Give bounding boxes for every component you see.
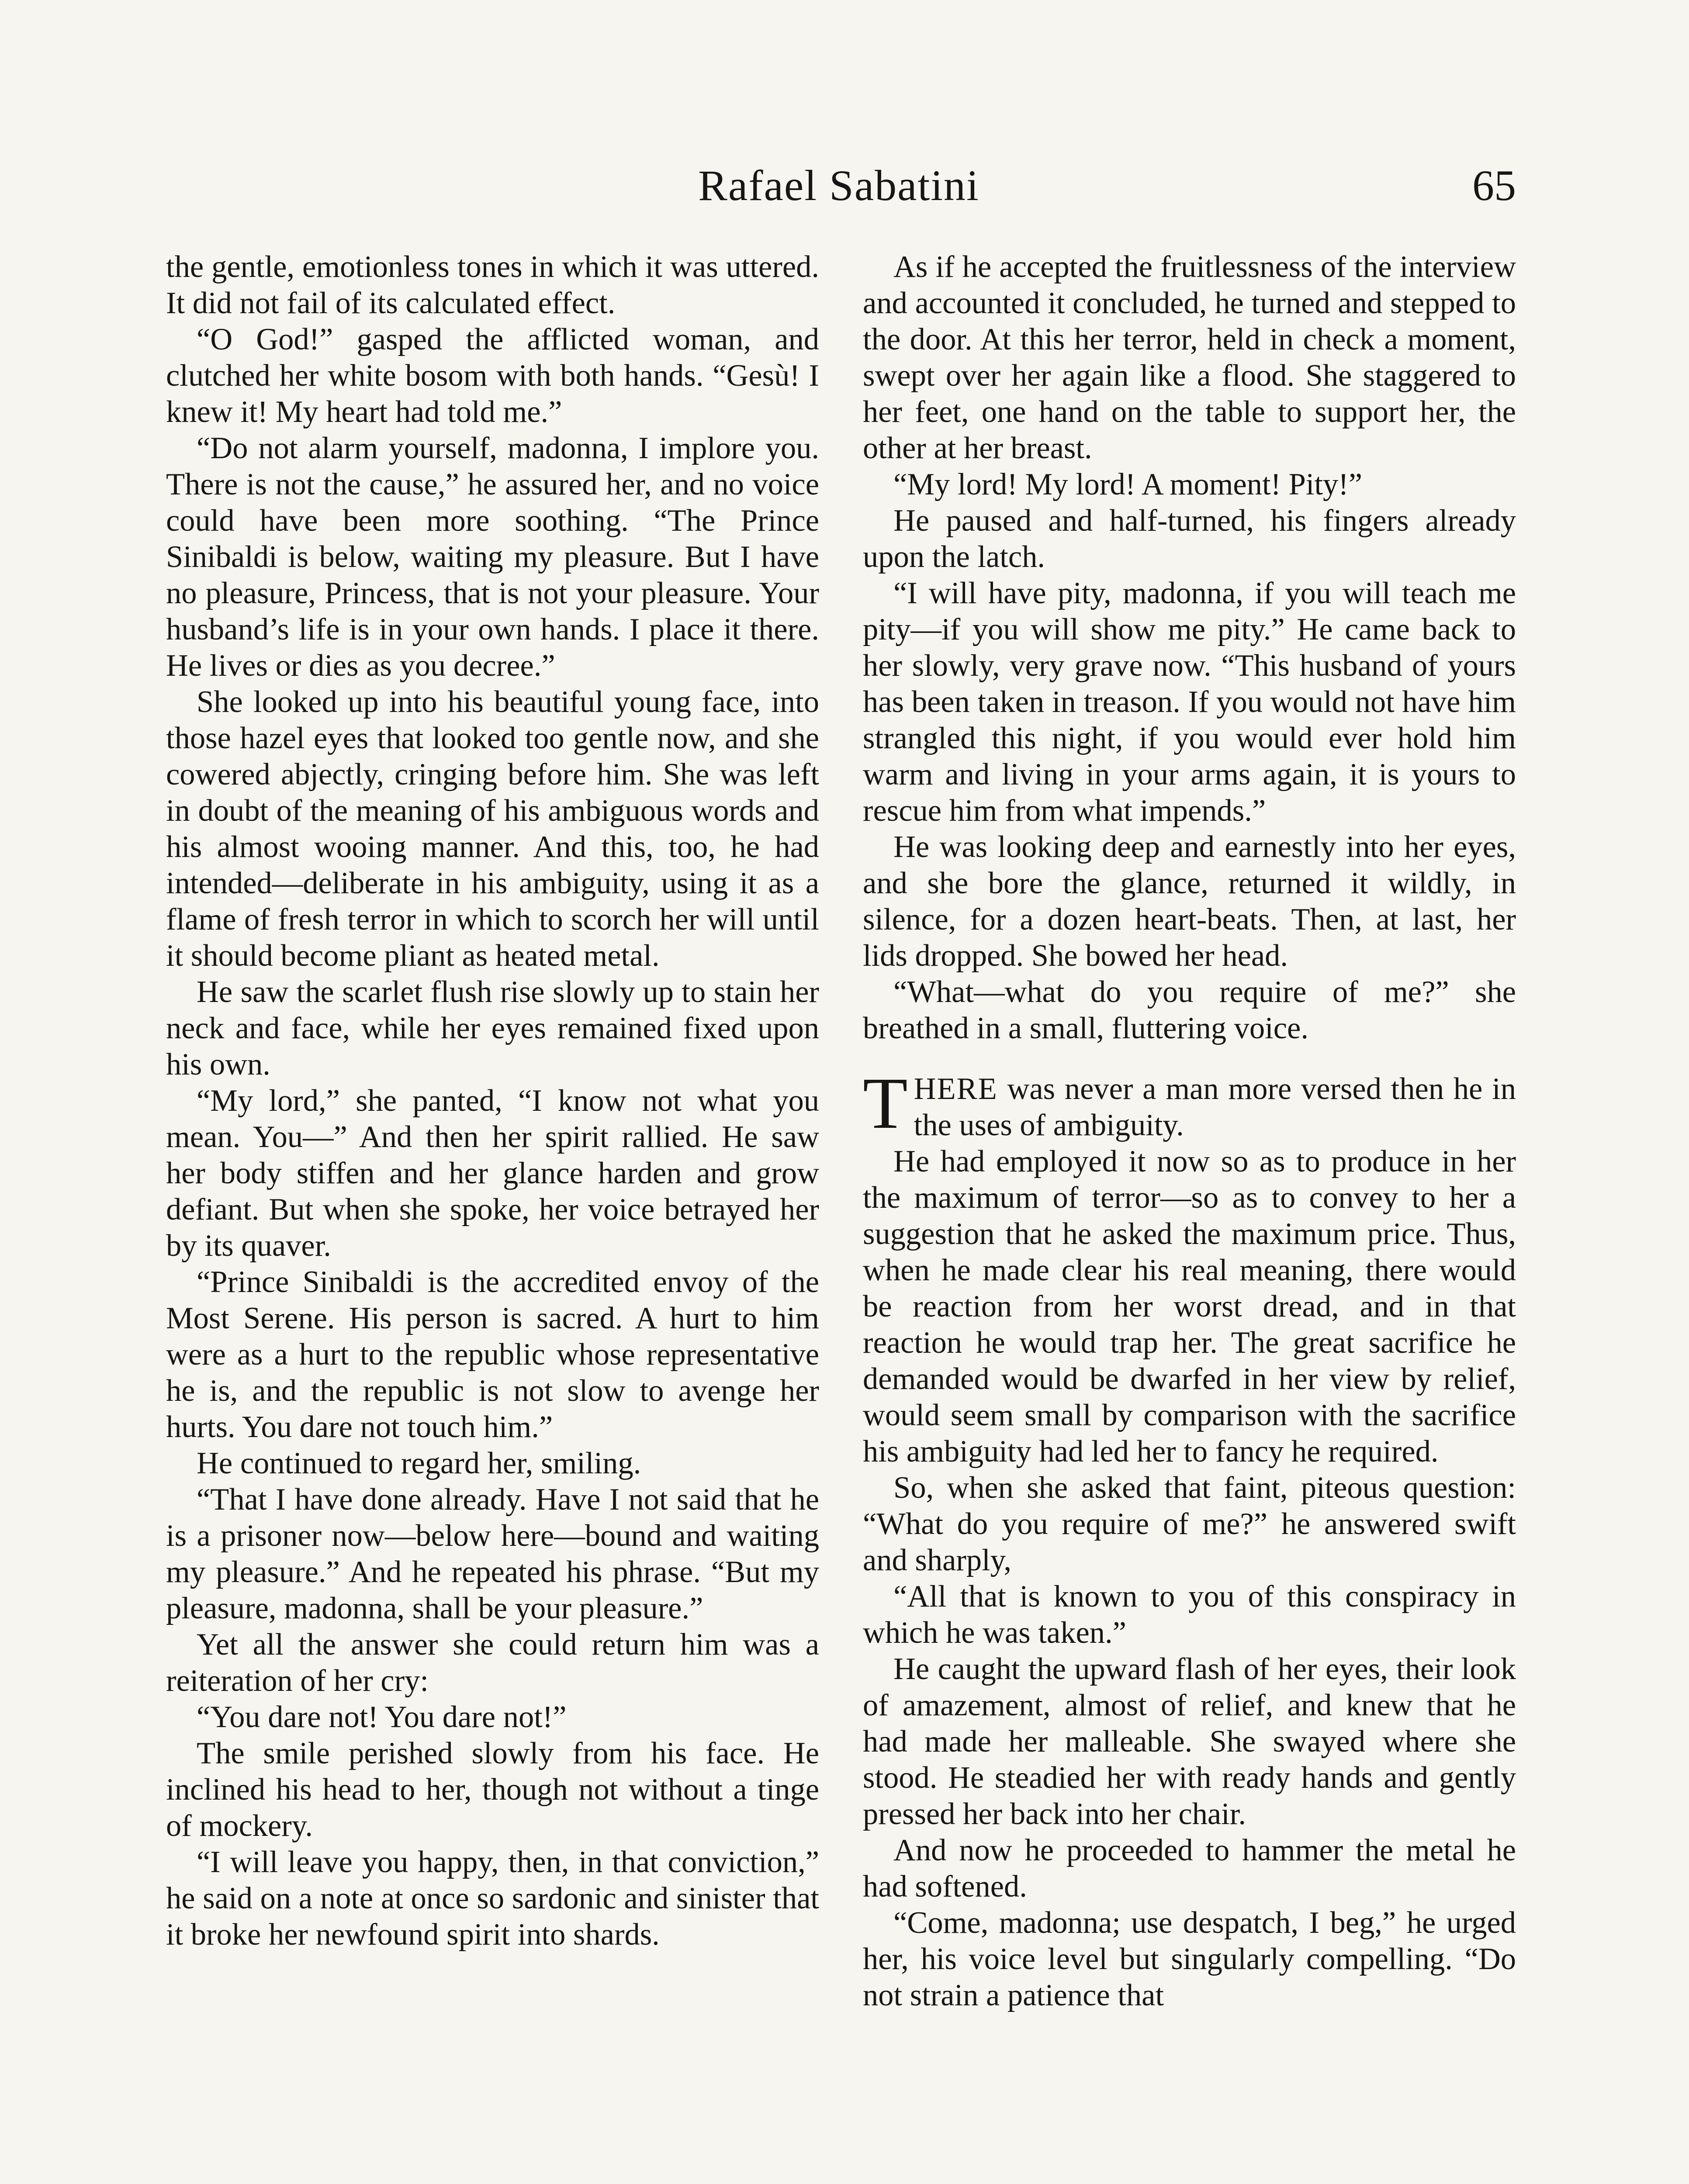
paragraph: “I will leave you happy, then, in that conviction,” he said on a note at once so sardonic and sinister that it broke her newfound spirit into shards. — [166, 1845, 819, 1952]
paragraph: He continued to regard her, smiling. — [197, 1446, 641, 1480]
paragraph: “Prince Sinibaldi is the accredited envoy of the Most Serene. His person is sacred. A hurt to him were as a hurt to the republic whose representative he is, and the republic is not slow to avenge her hurts. You dare not touch him.” — [166, 1265, 819, 1444]
paragraph: And now he proceeded to hammer the metal he had softened. — [863, 1833, 1516, 1904]
paragraph: the gentle, emotionless tones in which it was uttered. It did not fail of its calculated effect. — [166, 250, 819, 320]
paragraph: “I will have pity, madonna, if you will teach me pity—if you will show me pity.” He came back to her slowly, very grave now. “This husband of yours has been taken in treason. If you would not have him strangled this night, if you would ever hold him warm and living in your arms again, it is yours to rescue him from what impends.” — [863, 576, 1516, 828]
paragraph: As if he accepted the fruitlessness of the interview and accounted it concluded, he turned and stepped to the door. At this her terror, held in check a moment, swept over her again like a flood. She staggered to her feet, one hand on the table to support her, the other at her breast. — [863, 250, 1516, 465]
left-column — [166, 249, 819, 1953]
paragraph: So, when she asked that faint, piteous question: “What do you require of me?” he answered swift and sharply, — [863, 1471, 1516, 1577]
page-number: 65 — [1472, 161, 1516, 210]
running-title: Rafael Sabatini — [698, 161, 979, 210]
section-small-caps: HERE — [914, 1072, 998, 1106]
right-column — [863, 249, 1516, 2014]
paragraph: He was looking deep and earnestly into her eyes, and she bore the glance, returned it wildly, in silence, for a dozen heart-beats. Then, at last, her lids dropped. She bowed her head. — [863, 830, 1516, 973]
paragraph: “All that is known to you of this conspiracy in which he was taken.” — [863, 1579, 1516, 1650]
paragraph: He caught the upward flash of her eyes, their look of amazement, almost of relief, and knew that he had made her malleable. She swayed where she stood. He steadied her with ready hands and gently pressed her back into her chair. — [863, 1652, 1516, 1831]
paragraph: He had employed it now so as to produce in her the maximum of terror—so as to convey to her a suggestion that he asked the maximum price. Thus, when he made clear his real meaning, there would be reaction from her worst dread, and in that reaction he would trap her. The great sacrifice he demanded would be dwarfed in her view by relief, would seem small by comparison with the sacrifice his ambiguity had led her to fancy he required. — [863, 1144, 1516, 1469]
paragraph: “You dare not! You dare not!” — [197, 1700, 567, 1734]
paragraph: Yet all the answer she could return him was a reiteration of her cry: — [166, 1628, 819, 1698]
paragraph: She looked up into his beautiful young face, into those hazel eyes that looked too gentle now, and she cowered abjectly, cringing before him. She was left in doubt of the meaning of his ambiguous words and his almost wooing manner. And this, too, he had intended—deliberate in his ambiguity, using it as a flame of fresh terror in which to scorch her will until it should become pliant as heated metal. — [166, 685, 819, 973]
section-opening-text: was never a man more versed then he in the uses of ambiguity. — [914, 1072, 1516, 1142]
paragraph: “What—what do you require of me?” she breathed in a small, fluttering voice. — [863, 975, 1516, 1045]
paragraph: “Do not alarm yourself, madonna, I implore you. There is not the cause,” he assured her, and no voice could have been more soothing. “The Prince Sinibaldi is below, waiting my pleasure. But I have no pleasure, Princess, that is not your pleasure. Your husband’s life is in your own hands. I place it there. He lives or dies as you decree.” — [166, 431, 819, 683]
paragraph: The smile perished slowly from his face. He inclined his head to her, though not without a tinge of mockery. — [166, 1736, 819, 1843]
paragraph: He saw the scarlet flush rise slowly up to stain her neck and face, while her eyes remained fixed upon his own. — [166, 975, 819, 1082]
drop-cap: T — [863, 1063, 908, 1144]
paragraph: “O God!” gasped the afflicted woman, and clutched her white bosom with both hands. “Gesù! I knew it! My heart had told me.” — [166, 322, 819, 429]
paragraph: He paused and half-turned, his fingers already upon the latch. — [863, 504, 1516, 574]
paragraph: “My lord! My lord! A moment! Pity!” — [893, 467, 1363, 501]
paragraph: “My lord,” she panted, “I know not what you mean. You—” And then her spirit rallied. He saw her body stiffen and her glance harden and grow defiant. But when she spoke, her voice betrayed her by its quaver. — [166, 1084, 819, 1263]
paragraph: “Come, madonna; use despatch, I beg,” he urged her, his voice level but singularly compelling. “Do not strain a patience that — [863, 1906, 1516, 2012]
section-opening-paragraph — [863, 1063, 1516, 1144]
running-head — [162, 153, 1516, 218]
paragraph: “That I have done already. Have I not said that he is a prisoner now—below here—bound and waiting my pleasure.” And he repeated his phrase. “But my pleasure, madonna, shall be your pleasure.” — [166, 1482, 819, 1625]
